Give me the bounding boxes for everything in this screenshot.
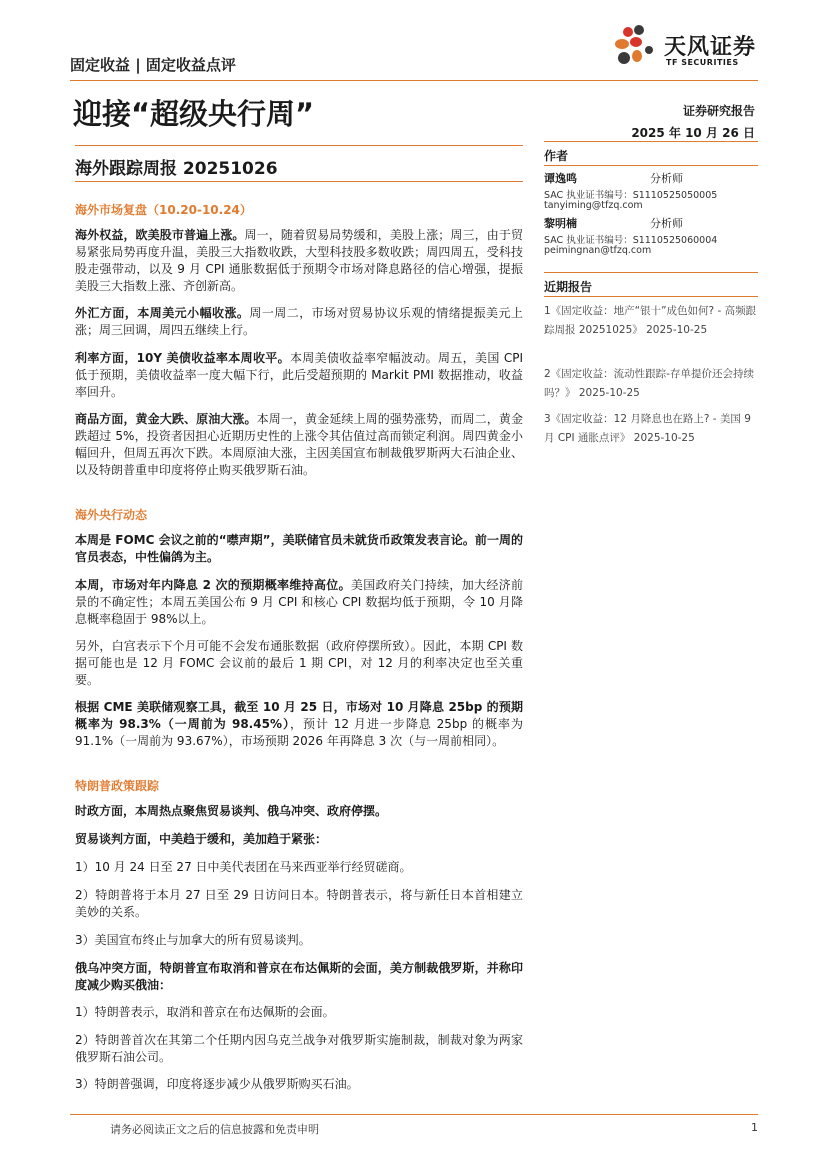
section-title-central-banks: 海外央行动态 [75,508,148,522]
author-sac: SAC 执业证书编号：S1110525060004 [544,235,718,246]
report-date: 2025 年 10 月 26 日 [631,126,755,140]
paragraph-quiet-period [75,532,523,566]
paragraph-trade-talks [75,831,523,848]
paragraph-white-house [75,638,523,689]
related-report-link[interactable]: 1《固定收益：地产“银十”成色如何? - 高频跟踪周报 20251025》 2025-10-25 [544,305,757,336]
author-email[interactable]: peimingnan@tfzq.com [544,245,652,256]
list-item: 3）美国宣布终止与加拿大的所有贸易谈判。 [75,933,311,947]
subtitle-divider [75,181,523,182]
report-type: 证券研究报告 [682,104,755,118]
authors-divider [544,165,758,166]
author-name: 黎明楠 [544,217,577,230]
paragraph-body: ，预计 12 月进一步降息 25bp 的概率为 91.1%（一周前为 93.67%），市场预期 2026 年再降息 3 次（与一周前相同）。 [75,717,523,748]
sidebar-top-divider [544,141,758,142]
disclaimer-text: 请务必阅读正文之后的信息披露和免责申明 [110,1123,319,1136]
paragraph-lead: 外汇方面，本周美元小幅收涨。 [75,306,250,320]
paragraph-lead: 海外权益，欧美股市普遍上涨。 [75,228,245,242]
author-sac: SAC 执业证书编号：S1110525050005 [544,190,718,201]
paragraph-lead: 贸易谈判方面，中美趋于缓和，美加趋于紧张： [75,832,328,846]
paragraph-commodities [75,411,523,479]
paragraph-lead: 根据 CME 美联储观察工具，截至 10 月 25 日，市场对 10 月降息 25bp 的预期概率为 98.3%（一周前为 98.45%） [75,700,523,731]
page-number: 1 [751,1121,758,1134]
paragraph-equities [75,227,523,295]
list-item: 1）10 月 24 日至 27 日中美代表团在马来西亚举行经贸磋商。 [75,860,412,874]
authors-heading: 作者 [544,149,569,163]
report-subtitle: 海外跟踪周报 20251026 [75,159,278,179]
author-role: 分析师 [650,172,683,185]
section-title-trump-policy: 特朗普政策跟踪 [75,779,160,793]
header-divider [70,80,758,81]
report-title: 迎接“超级央行周” [73,97,315,131]
author-role: 分析师 [650,217,683,230]
list-item: 1）特朗普表示，取消和普京在布达佩斯的会面。 [75,1005,335,1019]
paragraph-lead: 本周，市场对年内降息 2 次的预期概率维持高位。 [75,578,351,592]
list-item: 3）特朗普强调，印度将逐步减少从俄罗斯购买石油。 [75,1077,359,1091]
related-report-link[interactable]: 2《固定收益：流动性跟踪-存单提价还会持续吗？》 2025-10-25 [544,368,754,399]
related-top-divider [544,272,758,273]
author-name: 谭逸鸣 [544,172,577,185]
paragraph-fx [75,305,523,339]
paragraph-body: 本周美债收益率窄幅波动。周五，美国 CPI 低于预期，美债收益率一度大幅下行，此后受超预期的 Markit PMI 数据推动，收益率回升。 [75,351,523,399]
section-title-market-review: 海外市场复盘（10.20-10.24） [75,203,252,217]
paragraph-lead: 商品方面，黄金大跌、原油大涨。 [75,412,257,426]
paragraph-lead: 时政方面，本周热点聚焦贸易谈判、俄乌冲突、政府停摆。 [75,804,388,818]
author-email[interactable]: tanyiming@tfzq.com [544,200,643,211]
paragraph-body: 美国政府关门持续，加大经济前景的不确定性；本周五美国公布 9 月 CPI 和核心 CPI 数据均低于预期，令 10 月降息概率稳固于 98%以上。 [75,578,523,626]
logo-flower-icon [612,20,664,70]
report-category: 固定收益 | 固定收益点评 [70,56,236,74]
related-report-link[interactable]: 3《固定收益：12 月降息也在路上? - 美国 9 月 CPI 通胀点评》 2025-10-25 [544,413,751,444]
paragraph-lead: 利率方面，10Y 美债收益率本周收平。 [75,351,290,365]
list-item: 2）特朗普首次在其第二个任期内因乌克兰战争对俄罗斯实施制裁，制裁对象为两家俄罗斯石油公司。 [75,1033,523,1064]
paragraph-body: 另外，白宫表示下个月可能不会发布通胀数据（政府停摆所致）。因此，本期 CPI 数据可能也是 12 月 FOMC 会议前的最后 1 期 CPI，对 12 月的利率决定也至关重要。 [75,639,523,687]
list-item: 2）特朗普将于本月 27 日至 29 日访问日本。特朗普表示，将与新任日本首相建立美妙的关系。 [75,888,523,919]
paragraph-politics [75,803,523,820]
related-heading: 近期报告 [544,280,593,294]
paragraph-cme-fedwatch [75,699,523,750]
paragraph-russia-ukraine [75,960,523,994]
paragraph-lead: 本周是 FOMC 会议之前的“噤声期”，美联储官员未就货币政策发表言论。前一周的官员表态，中性偏鸽为主。 [75,533,523,564]
logo-text: 天风证券 [664,35,757,60]
related-divider [544,296,758,297]
paragraph-cut-expectations [75,577,523,628]
title-divider [75,145,523,146]
paragraph-body: 周一周二，市场对贸易协议乐观的情绪提振美元上涨；周三回调，周四五继续上行。 [75,306,523,337]
footer-divider [70,1114,758,1115]
paragraph-lead: 俄乌冲突方面，特朗普宣布取消和普京在布达佩斯的会面，美方制裁俄罗斯，并称印度减少购买俄油： [75,961,523,992]
paragraph-body: 本周一，黄金延续上周的强势涨势，而周二，黄金跌超过 5%，投资者因担心近期历史性的上涨令其估值过高而锁定利润。周四黄金小幅回升，但周五再次下跌。本周原油大涨，主因美国宣布制裁俄罗斯两大石油企业、以及特朗普重申印度将停止购买俄罗斯石油。 [75,412,523,477]
paragraph-rates [75,350,523,401]
paragraph-body: 周一，随着贸易局势缓和，美股上涨；周三，由于贸易紧张局势再度升温，美股三大指数收跌，大型科技股多数收跌；周四周五，受科技股走强带动，以及 9 月 CPI 通胀数据低于预期令市场对降息路径的信心增强，提振美股三大指数上涨、齐创新高。 [75,228,523,293]
logo-subtext: TF SECURITIES [666,58,739,67]
